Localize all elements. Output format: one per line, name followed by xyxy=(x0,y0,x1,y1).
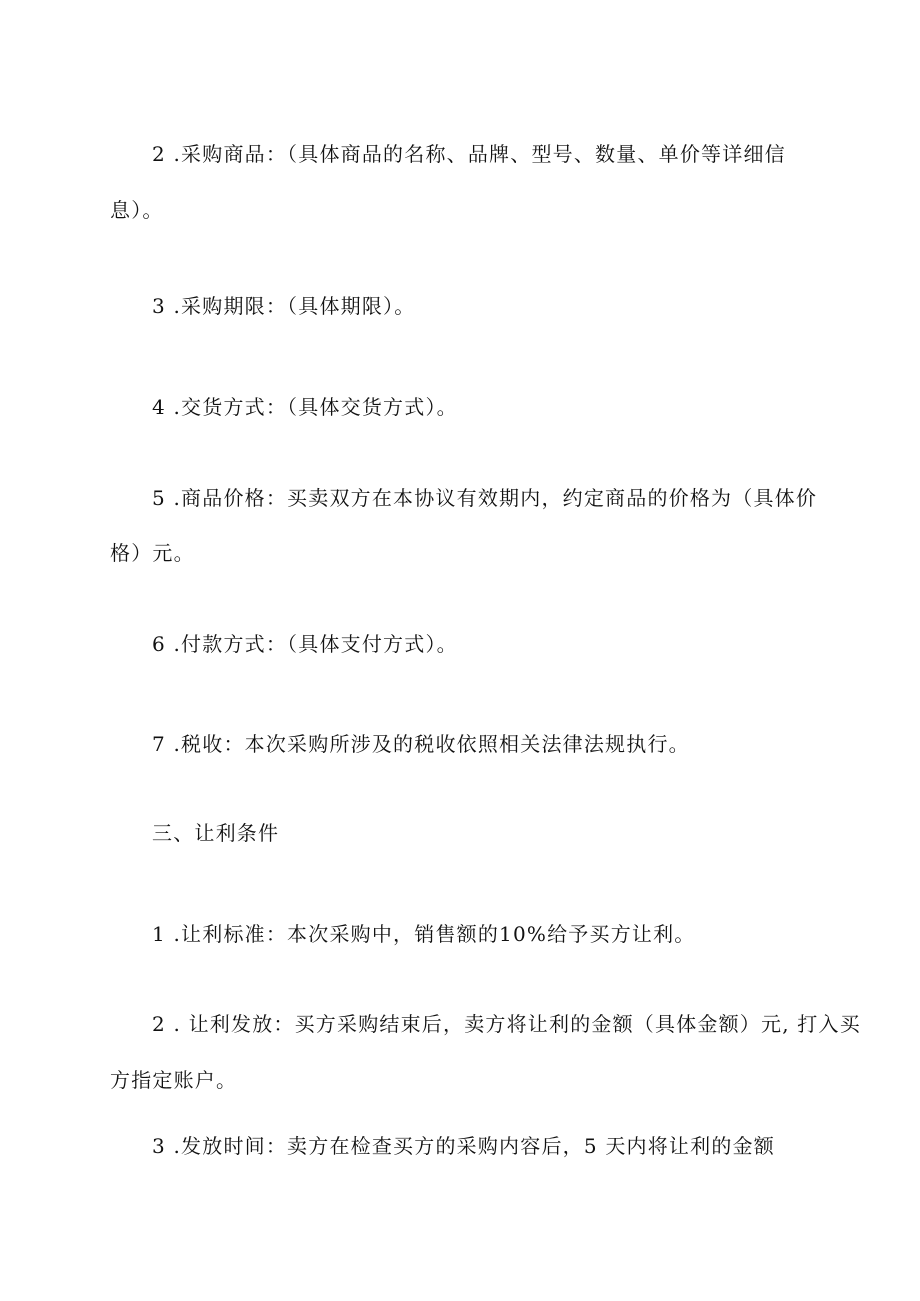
item-5-line-1: 5 .商品价格：买卖双方在本协议有效期内，约定商品的价格为（具体价 xyxy=(152,486,818,510)
item-5-line-2: 格）元。 xyxy=(110,541,195,565)
item-7-line-1: 7 .税收：本次采购所涉及的税收依照相关法律法规执行。 xyxy=(152,732,690,756)
item-2-line-2: 息）。 xyxy=(110,198,164,222)
item-3-line-1: 3 .采购期限：（具体期限）。 xyxy=(152,294,416,318)
item-2-line-1: 2 .采购商品：（具体商品的名称、品牌、型号、数量、单价等详细信 xyxy=(152,142,786,166)
rebate-2-line-1: 2 . 让利发放：买方采购结束后，卖方将让利的金额（具体金额）元, 打入买 xyxy=(152,1012,861,1036)
rebate-3-line-1: 3 .发放时间：卖方在检查买方的采购内容后，5 天内将让利的金额 xyxy=(152,1134,775,1158)
rebate-1-line-1: 1 .让利标准：本次采购中，销售额的10%给予买方让利。 xyxy=(152,922,696,946)
item-4-line-1: 4 .交货方式：（具体交货方式）。 xyxy=(152,395,458,419)
item-6-line-1: 6 .付款方式：（具体支付方式）。 xyxy=(152,632,458,656)
rebate-2-line-2: 方指定账户。 xyxy=(110,1068,238,1092)
section-heading: 三、让利条件 xyxy=(152,821,280,845)
